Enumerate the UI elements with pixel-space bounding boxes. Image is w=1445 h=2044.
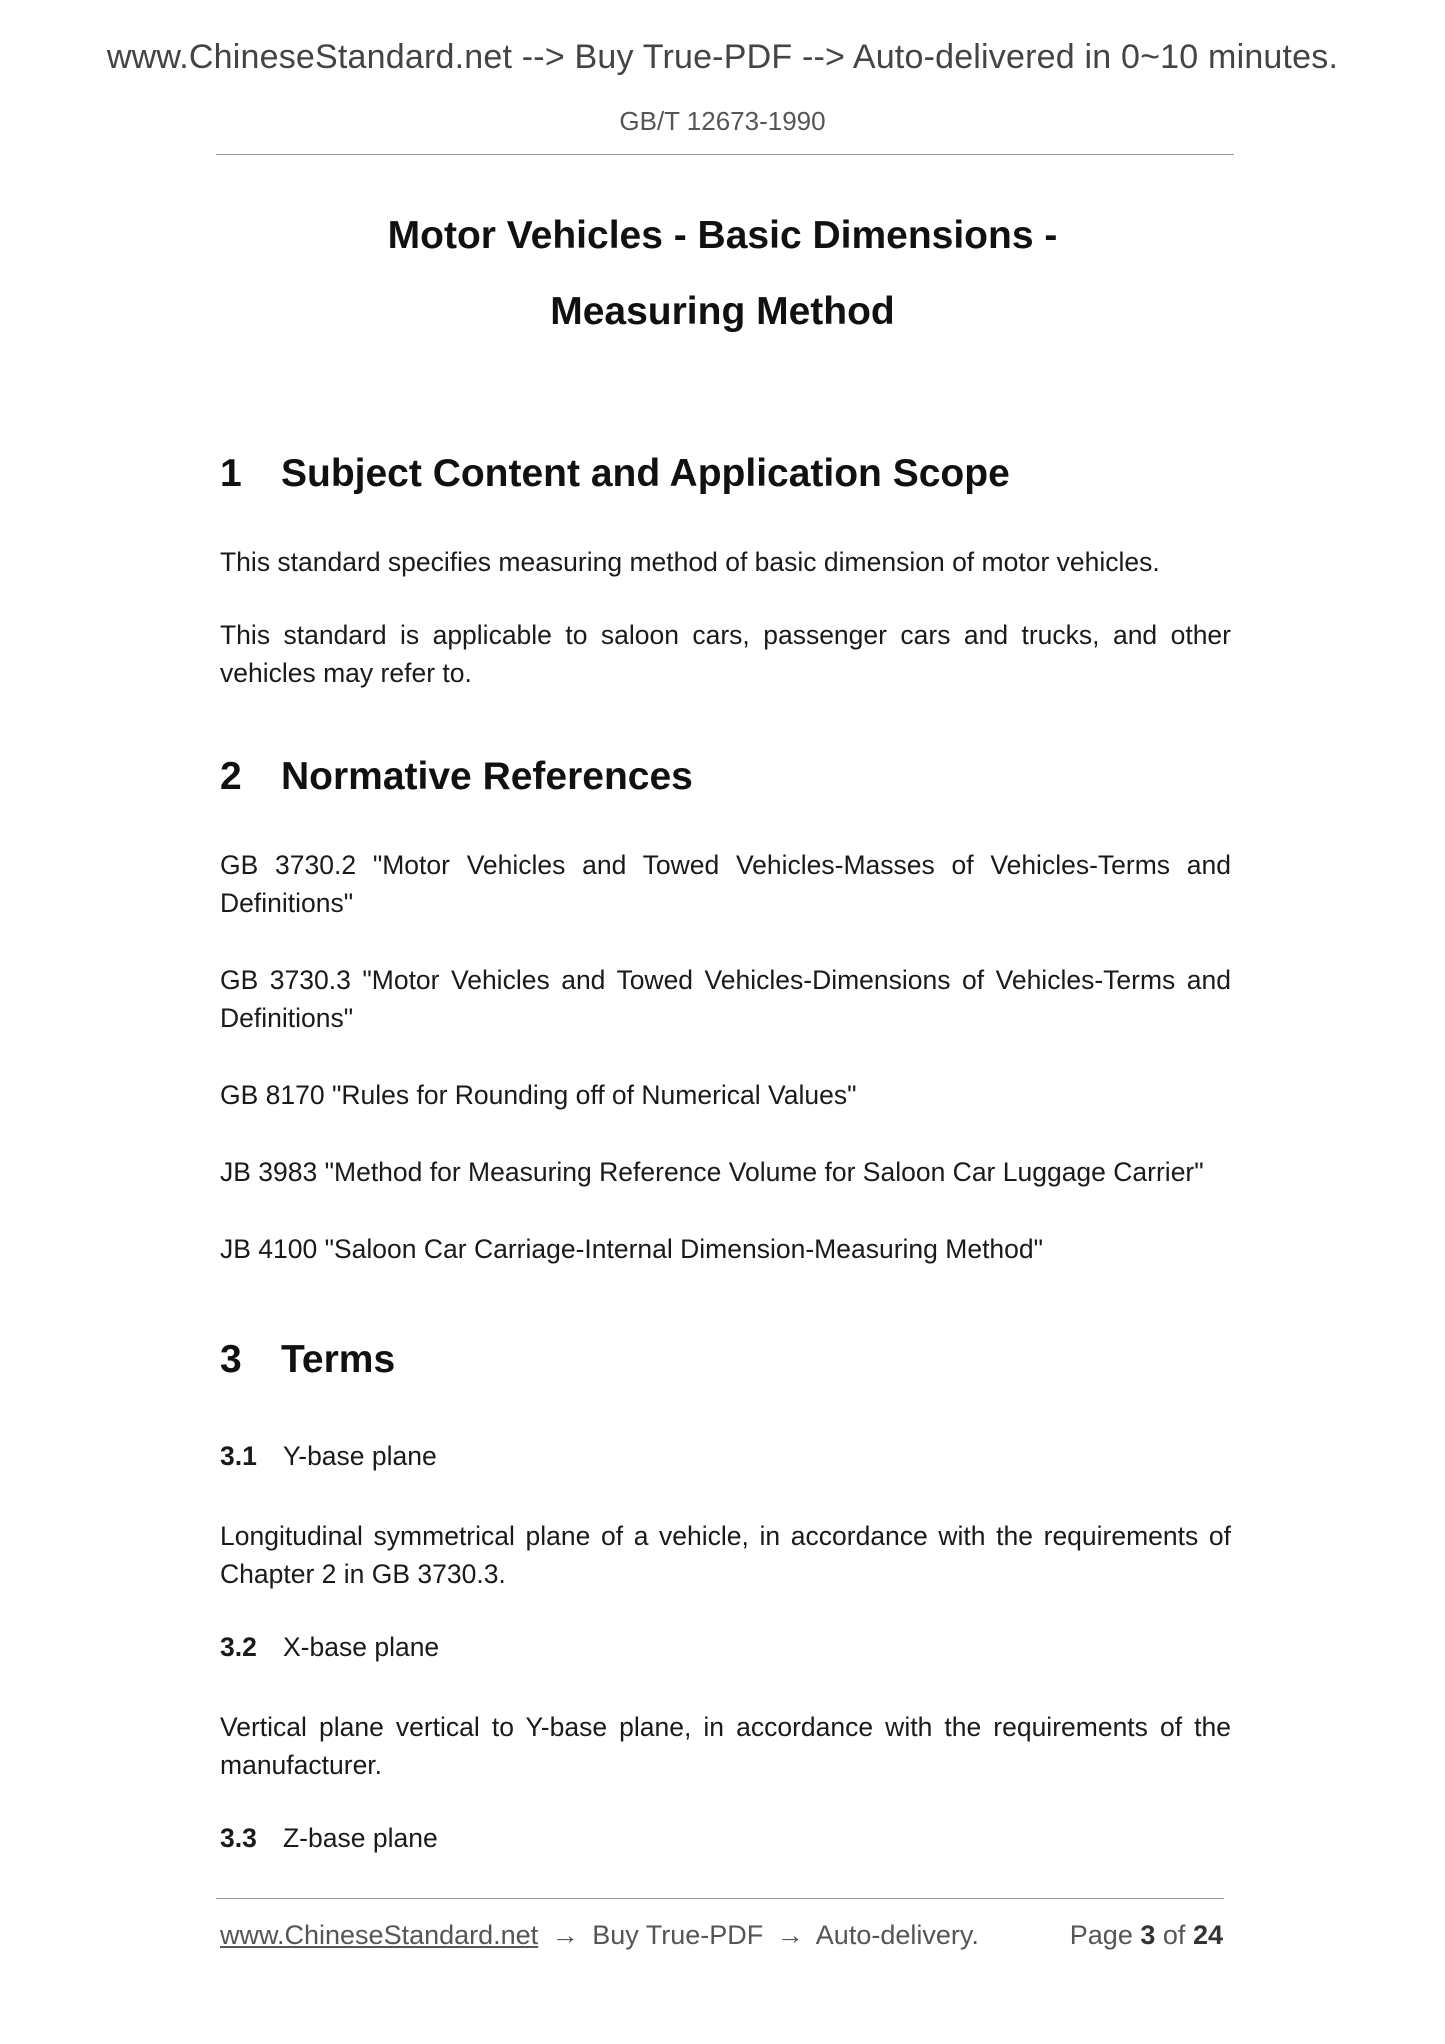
reference-jb-4100: JB 4100 "Saloon Car Carriage-Internal Dimension-Measuring Method" [220,1234,1044,1264]
section-1-paragraph-1: This standard specifies measuring method of basic dimension of motor vehicles. [220,547,1160,577]
term-number: 3.1 [220,1441,257,1471]
document-code: GB/T 12673-1990 [619,106,826,136]
reference-gb-3730-2: GB 3730.2 "Motor Vehicles and Towed Vehicles-Masses of Vehicles-Terms and Definitions" [220,850,1231,918]
section-title: Terms [281,1338,396,1381]
header-divider [216,154,1234,155]
term-3-2-definition: Vertical plane vertical to Y-base plane, in accordance with the requirements of the manufacturer. [220,1712,1231,1780]
footer-buy-text: Buy True-PDF [592,1920,764,1950]
section-number: 3 [220,1338,242,1381]
section-number: 2 [220,755,242,798]
term-name: X-base plane [283,1632,440,1662]
section-2-heading [220,755,693,799]
term-3-1-definition: Longitudinal symmetrical plane of a vehicle, in accordance with the requirements of Chapter 2 in GB 3730.3. [220,1521,1231,1589]
footer-divider [216,1898,1224,1899]
term-number: 3.3 [220,1823,257,1853]
reference-gb-8170: GB 8170 "Rules for Rounding off of Numerical Values" [220,1080,857,1110]
page-label: Page [1069,1920,1133,1950]
section-title: Subject Content and Application Scope [281,452,1010,495]
footer-delivery-text: Auto-delivery. [815,1920,979,1950]
term-name: Y-base plane [283,1441,437,1471]
footer-site-link[interactable]: www.ChineseStandard.net [220,1920,539,1950]
page-number [1070,1920,1223,1951]
document-title-line-1: Motor Vehicles - Basic Dimensions - [387,214,1058,257]
page-of: of [1162,1920,1186,1950]
section-1-heading [220,452,1010,496]
section-title: Normative References [281,755,693,798]
term-3-2-heading [220,1632,439,1663]
section-number: 1 [220,452,242,495]
page-total: 24 [1192,1920,1223,1950]
right-arrow-icon: → [551,1920,579,1950]
right-arrow-icon: → [776,1920,804,1950]
document-title-line-2: Measuring Method [550,290,895,333]
reference-jb-3983: JB 3983 "Method for Measuring Reference Volume for Saloon Car Luggage Carrier" [220,1157,1204,1187]
term-name: Z-base plane [283,1823,438,1853]
reference-gb-3730-3: GB 3730.3 "Motor Vehicles and Towed Vehicles-Dimensions of Vehicles-Terms and Definitions" [220,965,1231,1033]
term-number: 3.2 [220,1632,257,1662]
footer-promo [220,1920,979,1951]
page-current: 3 [1140,1920,1156,1950]
header-banner: www.ChineseStandard.net --> Buy True-PDF --> Auto-delivered in 0~10 minutes. [106,38,1339,76]
section-3-heading [220,1338,395,1382]
term-3-3-heading [220,1823,438,1854]
term-3-1-heading [220,1441,437,1472]
section-1-paragraph-2: This standard is applicable to saloon cars, passenger cars and trucks, and other vehicles may refer to. [220,620,1231,688]
